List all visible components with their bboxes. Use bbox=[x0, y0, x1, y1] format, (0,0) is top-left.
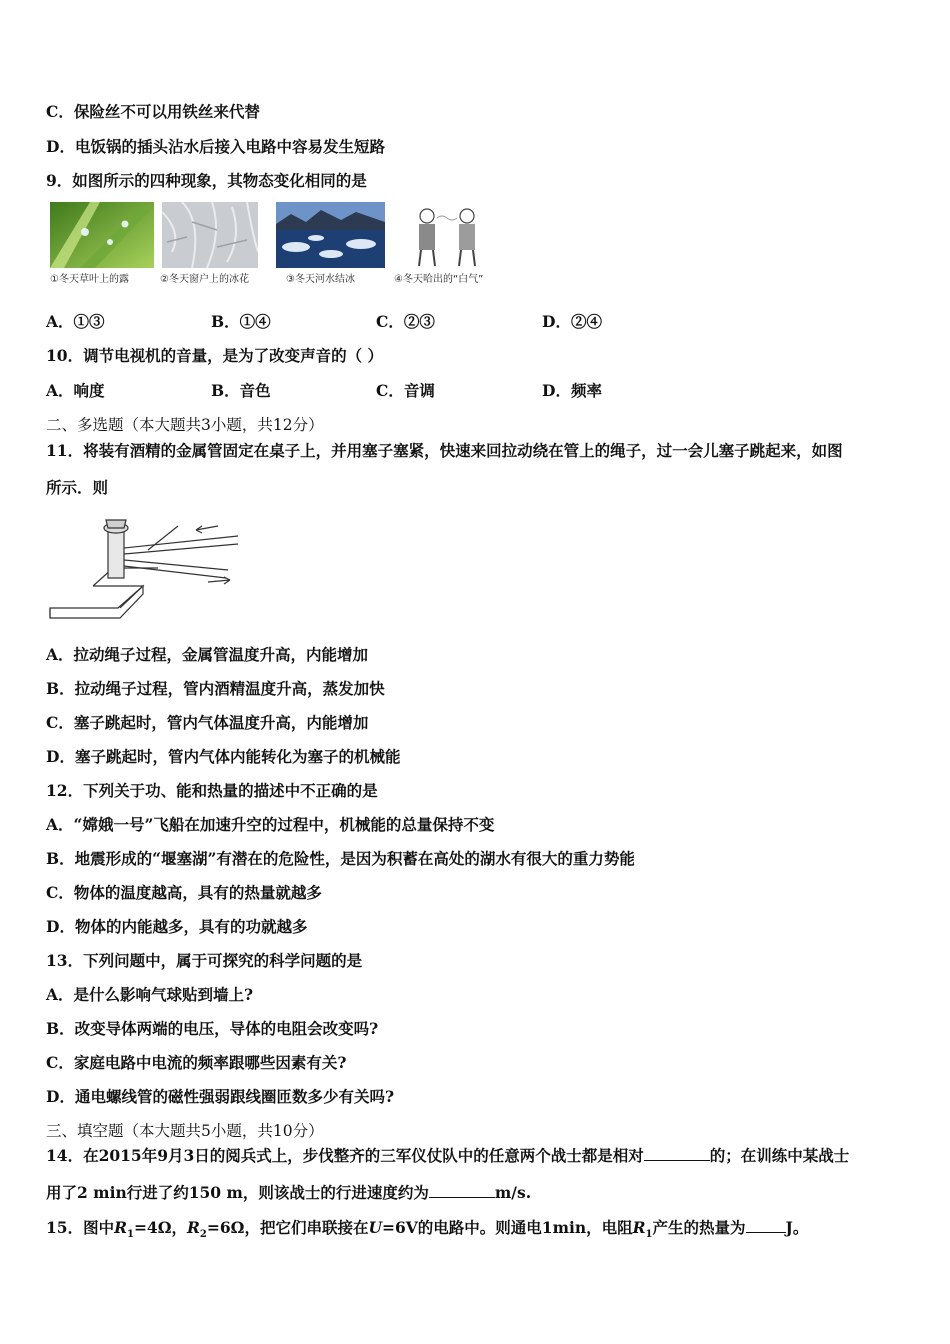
q11-option-d: D．塞子跳起时，管内气体内能转化为塞子的机械能 bbox=[46, 747, 401, 766]
q13-option-b: B．改变导体两端的电压，导体的电阻会改变吗? bbox=[46, 1019, 379, 1038]
q15-text-5: 产生的热量为 bbox=[652, 1218, 746, 1237]
q8-option-d: D．电饭锅的插头沾水后接入电路中容易发生短路 bbox=[46, 137, 385, 156]
q12-stem: 12．下列关于功、能和热量的描述中不正确的是 bbox=[46, 781, 378, 800]
q10-stem: 10．调节电视机的音量，是为了改变声音的（ ） bbox=[46, 346, 383, 365]
q13-option-c: C．家庭电路中电流的频率跟哪些因素有关? bbox=[46, 1053, 347, 1072]
q13-stem: 13．下列问题中，属于可探究的科学问题的是 bbox=[46, 951, 363, 970]
q15-u: U bbox=[368, 1218, 382, 1237]
q14-line2 bbox=[46, 1183, 531, 1203]
q15-sub2: 2 bbox=[199, 1229, 207, 1241]
caption-3: ③冬天河水结冰 bbox=[286, 274, 355, 285]
q14-blank-1[interactable] bbox=[644, 1146, 710, 1161]
caption-4: ④冬天哈出的“白气” bbox=[394, 274, 484, 285]
q15-text-2: =4Ω， bbox=[133, 1218, 188, 1237]
q9-option-a: A．①③ bbox=[46, 312, 105, 331]
q15-sub3: 1 bbox=[645, 1229, 653, 1241]
frozen-river-image bbox=[276, 202, 385, 268]
caption-2: ②冬天窗户上的冰花 bbox=[160, 274, 249, 285]
q12-option-a: A．“嫦娥一号”飞船在加速升空的过程中，机械能的总量保持不变 bbox=[46, 815, 495, 834]
q12-option-d: D．物体的内能越多，具有的功就越多 bbox=[46, 917, 308, 936]
q14-text-3: 用了2 min行进了约150 m，则该战士的行进速度约为 bbox=[46, 1183, 429, 1202]
q15-line bbox=[46, 1218, 808, 1245]
q15-text-4: =6V的电路中。则通电1min，电阻 bbox=[381, 1218, 633, 1237]
q9-option-d: D．②④ bbox=[542, 312, 602, 331]
q9-option-b: B．①④ bbox=[211, 312, 271, 331]
q10-option-d: D．频率 bbox=[542, 381, 602, 400]
section-2-heading: 二、多选题（本大题共3小题，共12分） bbox=[46, 416, 324, 434]
q10-option-b: B．音色 bbox=[211, 381, 271, 400]
q15-text-6: J。 bbox=[785, 1218, 809, 1237]
q10-option-a: A．响度 bbox=[46, 381, 105, 400]
q15-blank[interactable] bbox=[746, 1218, 786, 1233]
white-breath-image bbox=[405, 202, 491, 268]
q15-sub1: 1 bbox=[126, 1229, 134, 1241]
q14-blank-2[interactable] bbox=[429, 1183, 495, 1198]
q11-option-b: B．拉动绳子过程，管内酒精温度升高，蒸发加快 bbox=[46, 679, 385, 698]
q12-option-b: B．地震形成的“堰塞湖”有潜在的危险性，是因为积蓄在高处的湖水有很大的重力势能 bbox=[46, 849, 635, 868]
q11-option-a: A．拉动绳子过程，金属管温度升高，内能增加 bbox=[46, 645, 369, 664]
q9-stem: 9．如图所示的四种现象，其物态变化相同的是 bbox=[46, 171, 367, 190]
q14-text-2: 的；在训练中某战士 bbox=[709, 1146, 850, 1165]
q15-r2: R bbox=[187, 1218, 200, 1237]
q12-option-c: C．物体的温度越高，具有的热量就越多 bbox=[46, 883, 322, 902]
frost-on-window-image bbox=[162, 202, 258, 268]
q13-option-d: D．通电螺线管的磁性强弱跟线圈匝数多少有关吗? bbox=[46, 1087, 395, 1106]
q14-line1 bbox=[46, 1146, 849, 1166]
q13-option-a: A．是什么影响气球贴到墙上? bbox=[46, 985, 254, 1004]
q10-option-c: C．音调 bbox=[376, 381, 435, 400]
section-3-heading: 三、填空题（本大题共5小题，共10分） bbox=[46, 1122, 324, 1140]
q8-option-c: C．保险丝不可以用铁丝来代替 bbox=[46, 102, 260, 121]
q14-text-4: m/s. bbox=[494, 1183, 532, 1202]
metal-tube-rope-figure bbox=[48, 508, 243, 626]
q15-r3: R bbox=[632, 1218, 646, 1237]
q15-text-1: 15．图中 bbox=[46, 1218, 115, 1237]
q15-r1: R bbox=[114, 1218, 127, 1237]
caption-1: ①冬天草叶上的露 bbox=[50, 274, 129, 285]
q9-option-c: C．②③ bbox=[376, 312, 435, 331]
q11-stem-line1: 11．将装有酒精的金属管固定在桌子上，并用塞子塞紧，快速来回拉动绕在管上的绳子，过一会儿塞子跳起来，如图 bbox=[46, 441, 843, 460]
q11-option-c: C．塞子跳起时，管内气体温度升高，内能增加 bbox=[46, 713, 369, 732]
q11-stem-line2: 所示．则 bbox=[46, 478, 109, 497]
q14-text-1: 14．在2015年9月3日的阅兵式上，步伐整齐的三军仪仗队中的任意两个战士都是相对 bbox=[46, 1146, 644, 1165]
dew-on-grass-image bbox=[50, 202, 154, 268]
q15-text-3: =6Ω，把它们串联接在 bbox=[206, 1218, 369, 1237]
